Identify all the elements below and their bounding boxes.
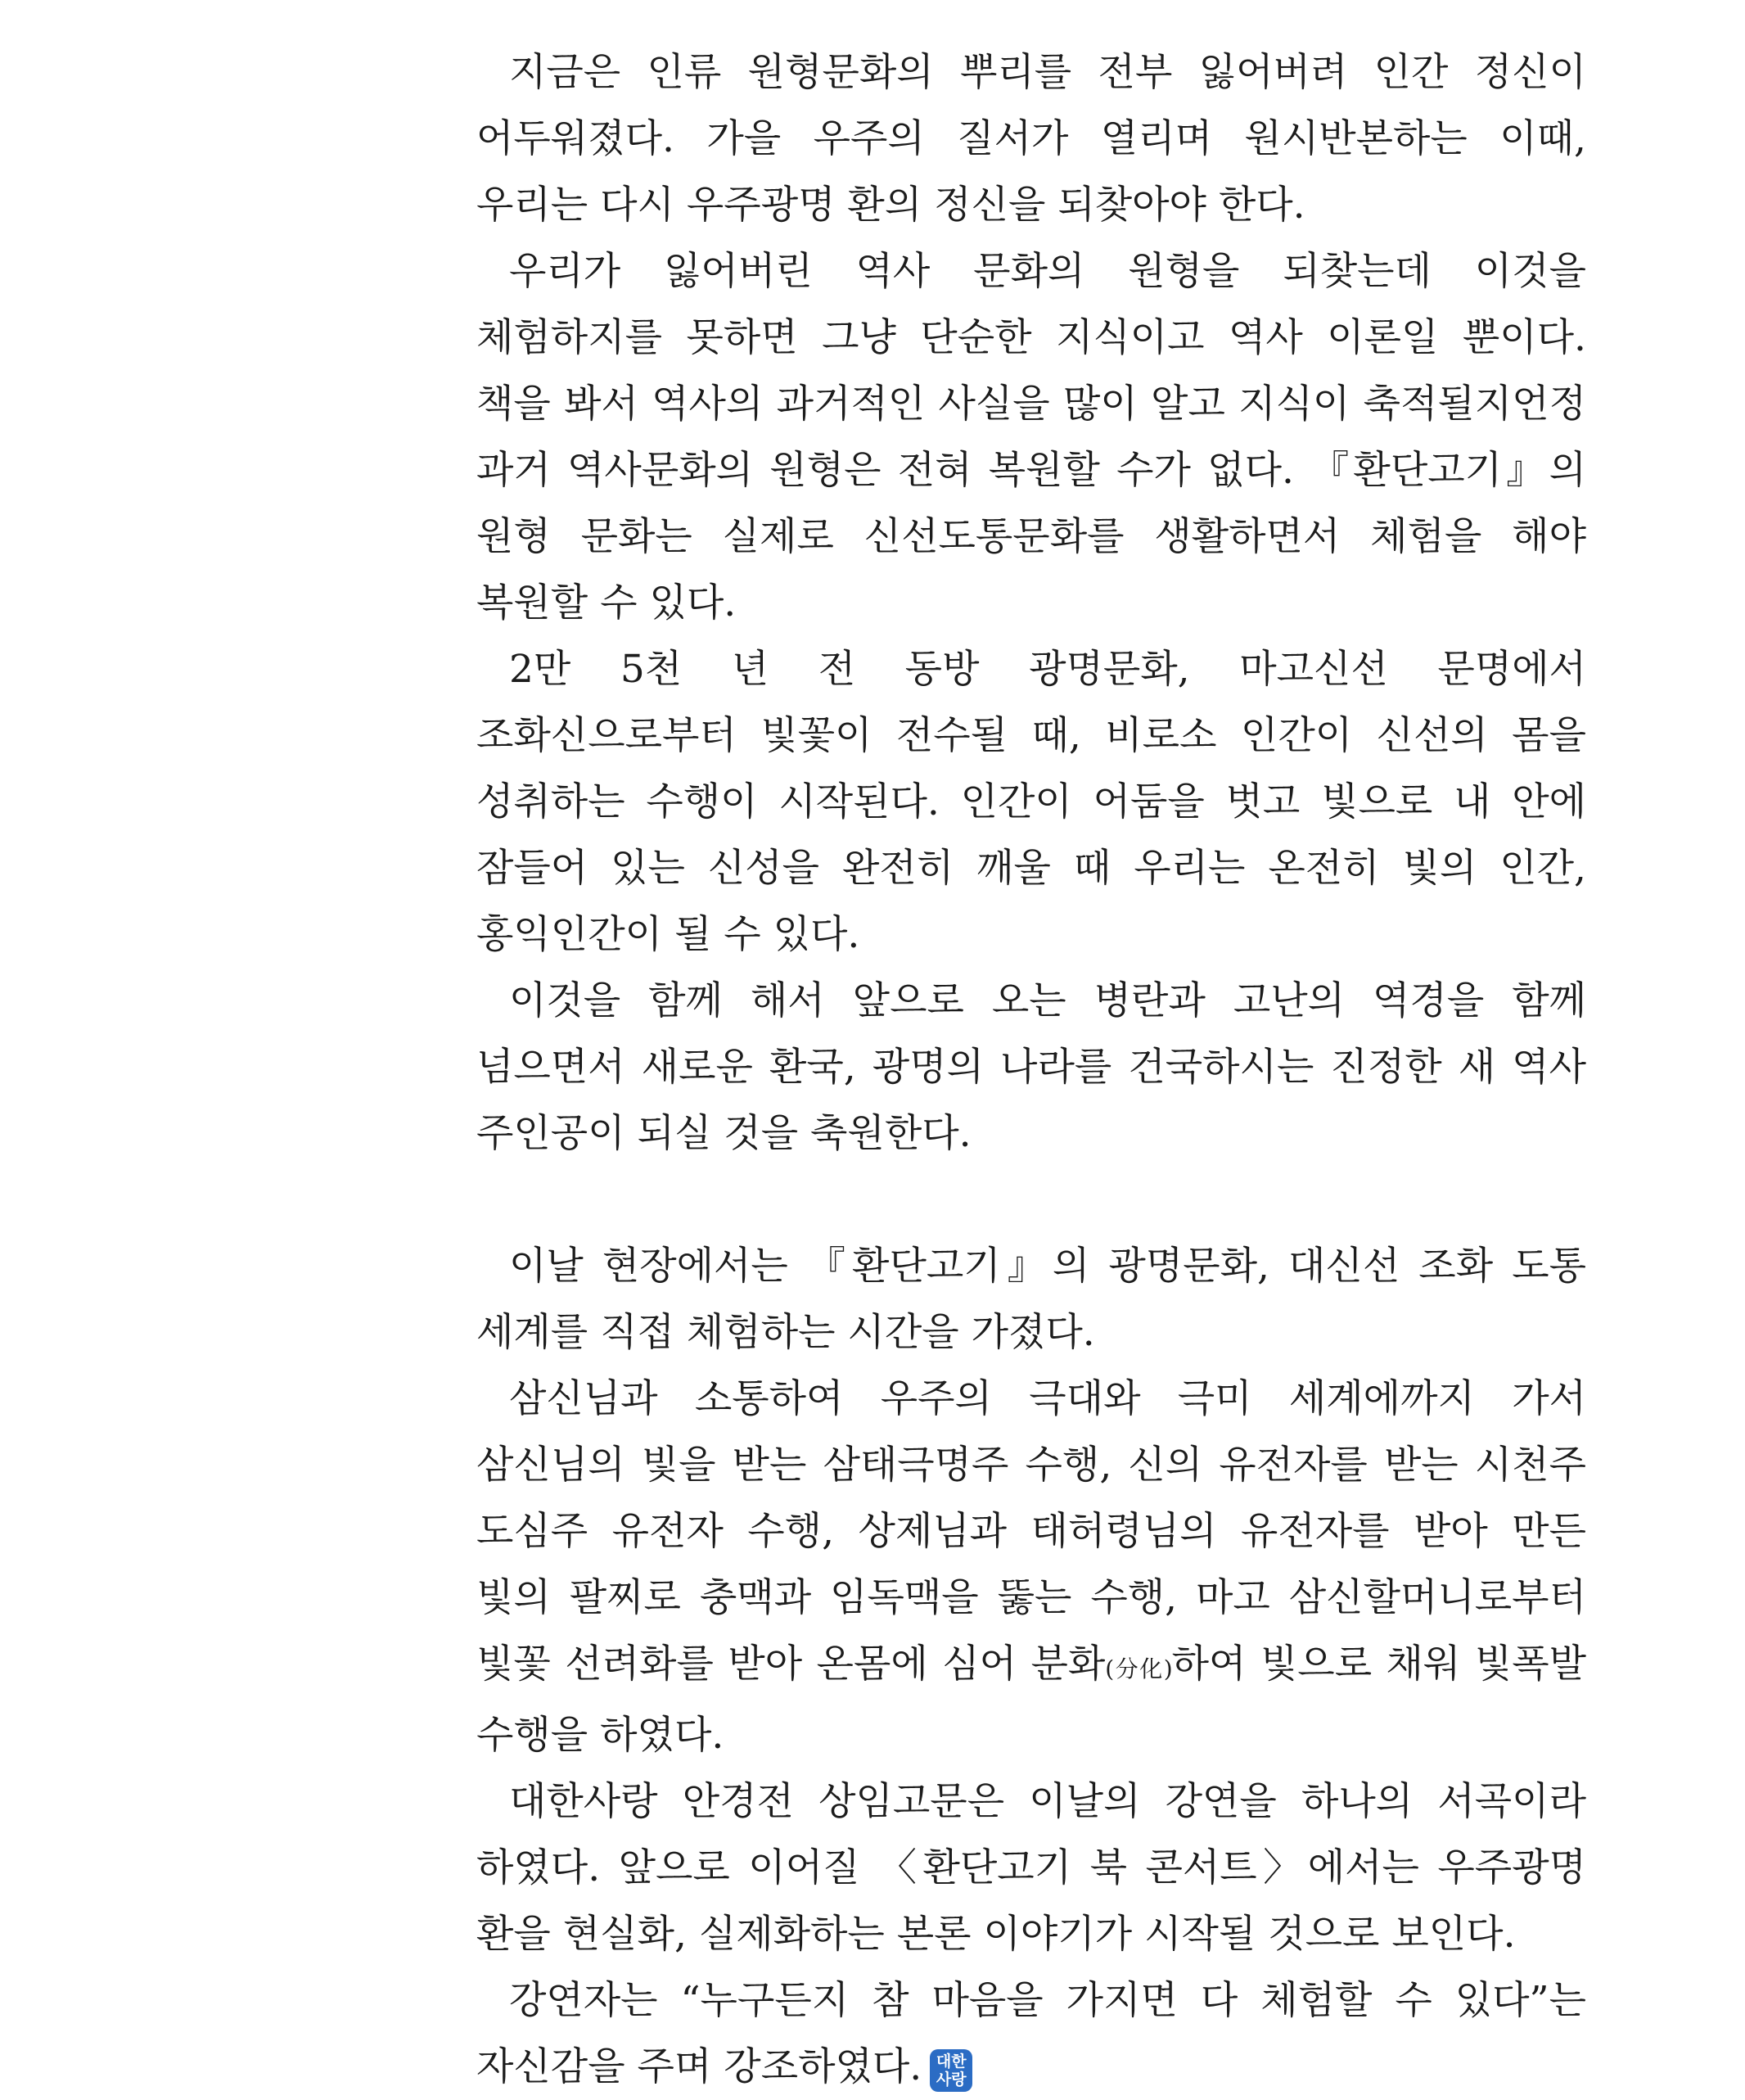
- hanja-annotation: (分化): [1105, 1655, 1172, 1682]
- paragraph: 이것을 함께 해서 앞으로 오는 병란과 고난의 역경을 함께 넘으면서 새로운 환국, 광명의 나라를 건국하시는 진정한 새 역사 주인공이 되실 것을 축원한다.: [476, 978, 1586, 1156]
- logo-line1: 대한: [936, 2053, 967, 2071]
- paragraph: 지금은 인류 원형문화의 뿌리를 전부 잃어버려 인간 정신이 어두워졌다. 가을 우주의 질서가 열리며 원시반본하는 이때, 우리는 다시 우주광명 환의 정신을 되찾아야 한다.: [476, 50, 1586, 228]
- paragraph: 2만 5천 년 전 동방 광명문화, 마고신선 문명에서 조화신으로부터 빛꽃이 전수될 때, 비로소 인간이 신선의 몸을 성취하는 수행이 시작된다. 인간이 어둠을 벗고 빛으로 내 안에 잠들어 있는 신성을 완전히 깨울 때 우리는 온전히 빛의 인간, 홍익인간이 될 수 있다.: [476, 647, 1586, 957]
- paragraph: 대한사랑 안경전 상임고문은 이날의 강연을 하나의 서곡이라 하였다. 앞으로 이어질 〈환단고기 북 콘서트〉에서는 우주광명 환을 현실화, 실제화하는 본론 이야기가 시작될 것으로 보인다.: [476, 1779, 1586, 1957]
- practice-text: 삼신님과 소통하여 우주의 극대와 극미 세계에까지 가서 삼신님의 빛을 받는 삼태극명주 수행, 신의 유전자를 받는 시천주 도심주 유전자 수행, 상제님과 태허령님의 유전자를 받아 만든 빛의 팔찌로 충맥과 임독맥을 뚫는 수행, 마고 삼신할머니로부터 빛꽃 선려화를 받아 온몸에 심어 분화: [476, 1376, 1586, 1687]
- paragraph: 우리가 잃어버린 역사 문화의 원형을 되찾는데 이것을 체험하지를 못하면 그냥 단순한 지식이고 역사 이론일 뿐이다. 책을 봐서 역사의 과거적인 사실을 많이 알고 지식이 축적될지언정 과거 역사문화의 원형은 전혀 복원할 수가 없다. 『환단고기』의 원형 문화는 실제로 신선도통문화를 생활하면서 체험을 해야 복원할 수 있다.: [476, 249, 1586, 625]
- daehan-sarang-logo-icon: [930, 2049, 972, 2092]
- closing-text: 강연자는 “누구든지 참 마음을 가지면 다 체험할 수 있다”는 자신감을 주며 강조하였다.: [476, 1978, 1586, 2089]
- practice-text-end: 하여 빛으로 채워 빛폭발 수행을 하였다.: [476, 1642, 1586, 1758]
- logo-line2: 사랑: [936, 2071, 967, 2089]
- section-gap: [476, 1167, 1586, 1233]
- paragraph-practice: [476, 1366, 1586, 1768]
- paragraph: 이날 현장에서는 『환단고기』의 광명문화, 대신선 조화 도통 세계를 직접 체험하는 시간을 가졌다.: [476, 1244, 1586, 1355]
- paragraph-closing: [476, 1967, 1586, 2100]
- article-body: [476, 39, 1586, 2100]
